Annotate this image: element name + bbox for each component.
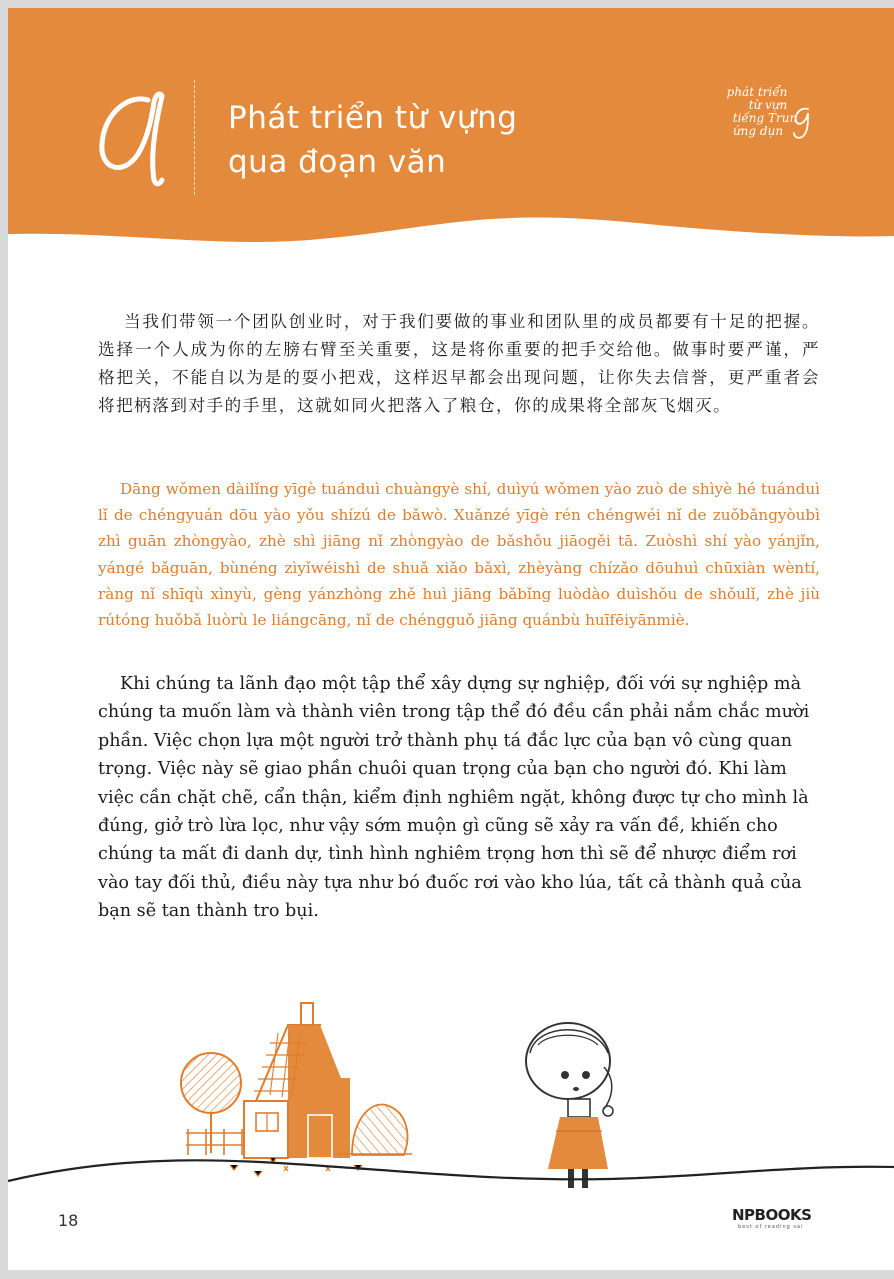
chinese-paragraph: 当我们带领一个团队创业时，对于我们要做的事业和团队里的成员都要有十足的把握。选择一个人成为你的左膀右臂至关重要，这是将你重要的把手交给他。做事时要严谨，严格把关，不能自以为是的耍小把戏，这样迟早都会出现问题，让你失去信誉，更严重者会将把柄落到对手的手里，这就如同火把落入了粮仓，你的成果将全部灰飞烟灭。 bbox=[98, 312, 820, 415]
publisher-logo bbox=[732, 1206, 816, 1236]
book-page bbox=[8, 8, 894, 1270]
bush-icon bbox=[352, 1105, 407, 1155]
title-line-2: qua đoạn văn bbox=[228, 144, 447, 180]
series-logo-line-3: tiếng Trun bbox=[732, 111, 798, 125]
house-icon bbox=[244, 1003, 350, 1158]
pinyin-paragraph: Dāng wǒmen dàilǐng yīgè tuánduì chuàngyè shí, duìyú wǒmen yào zuò de shìyè hé tuánduì lǐ de chéngyuán dōu yào yǒu shízú de bǎwò. Xuǎnzé yīgè rén chéngwéi nǐ de zuǒbǎngyòubì zhì guān zhòngyào, zhè shì jiāng nǐ zhòngyào de bǎshǒu jiāogěi tā. Zuòshì shí yào yánjǐn, yángé bǎguān, bùnéng zìyǐwéishì de shuǎ xiǎo bǎxì, zhèyàng chízǎo dōuhuì chūxiàn wèntí, ràng nǐ shīqù xìnyù, gèng yánzhòng zhě huì jiāng bǎbǐng luòdào duìshǒu de shǒulǐ, zhè jiù rútóng huǒbǎ luòrù le liángcāng, nǐ de chéngguǒ jiāng quánbù huīfēiyānmiè. bbox=[98, 480, 820, 630]
title-line-1: Phát triển từ vựng bbox=[228, 100, 518, 136]
publisher-name: NPBOOKS bbox=[732, 1206, 812, 1224]
series-logo-line-2: từ vựn bbox=[748, 98, 788, 112]
ground-line bbox=[8, 1160, 894, 1181]
page-number: 18 bbox=[58, 1211, 79, 1230]
page-title bbox=[228, 96, 517, 184]
house-and-girl-illustration bbox=[8, 983, 894, 1188]
girl-icon bbox=[526, 1023, 613, 1188]
series-logo-line-1: phát triển bbox=[726, 85, 788, 99]
series-logo-g-icon bbox=[790, 103, 814, 143]
vietnamese-paragraph: Khi chúng ta lãnh đạo một tập thể xây dựng sự nghiệp, đối với sự nghiệp mà chúng ta muốn làm và thành viên trong tập thể đó đều cần phải nắm chắc mười phần. Việc chọn lựa một người trở thành phụ tá đắc lực của bạn vô cùng quan trọng. Việc này sẽ giao phần chuôi quan trọng của bạn cho người đó. Khi làm việc cần chặt chẽ, cẩn thận, kiểm định nghiêm ngặt, không được tự cho mình là đúng, giở trò lừa lọc, như vậy sớm muộn gì cũng sẽ xảy ra vấn đề, khiến cho chúng ta mất đi danh dự, tình hình nghiêm trọng hơn thì sẽ để nhược điểm rơi vào tay đối thủ, điều này tựa như bó đuốc rơi vào kho lúa, tất cả thành quả của bạn sẽ tan thành tro bụi. bbox=[98, 674, 810, 922]
series-logo-line-4: ứng dụn bbox=[732, 124, 784, 138]
section-letter-a-icon bbox=[90, 72, 180, 192]
header-divider bbox=[194, 80, 195, 195]
tree-icon bbox=[181, 1053, 241, 1113]
publisher-tagline: best of reading sai bbox=[738, 1224, 804, 1230]
